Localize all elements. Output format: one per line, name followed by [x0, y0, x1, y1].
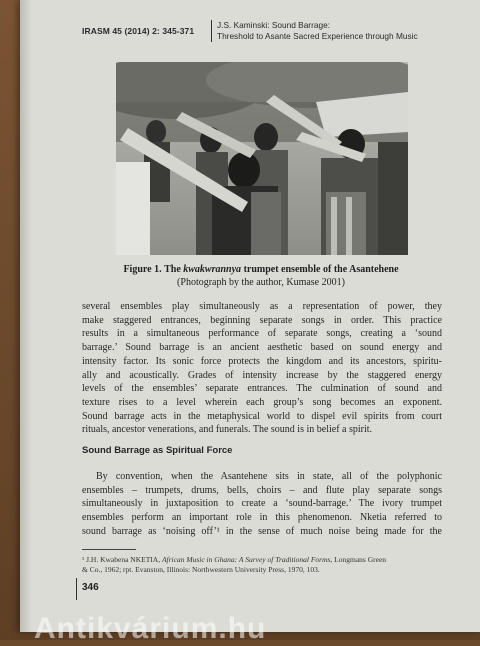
paragraph-2-line: sound barrage as ‘noising off’¹ in the sense of much noise being made for the — [82, 525, 442, 537]
footnote — [82, 555, 442, 575]
footnote-title: African Music in Ghana: A Survey of Traditional Forms — [161, 555, 331, 564]
paragraph-2 — [82, 470, 442, 539]
figure-photograph — [116, 62, 408, 255]
figure-caption — [96, 264, 426, 289]
paragraph-1-line: rituals, ancestor venerations, and funerals. The sound is in belief a spirit. — [82, 424, 373, 436]
running-title-line-1: J.S. Kaminski: Sound Barrage: — [217, 20, 330, 30]
paragraph-2-line: ensembles perform an important role in this phenomenon. Nketia referred to — [82, 512, 442, 524]
footnote-marker: ¹ — [82, 555, 85, 564]
paragraph-2-line: ensembles – trumpets, drums, bells, choirs – and flute play separate songs — [82, 484, 442, 496]
footnote-rest: , Longmans Green — [330, 555, 387, 564]
paragraph-1-line: levels of the ensembles’ separate entrances. The culmination of sound and — [82, 383, 442, 395]
page-number: 346 — [82, 582, 99, 593]
figure-credit: (Photograph by the author, Kumase 2001) — [177, 276, 345, 288]
paragraph-1-line: several ensembles play simultaneously as a representation of power, they — [82, 301, 442, 312]
paragraph-1-line: intensity factor. Its sonic force protects the kingdom and its ancestors, spiritu- — [82, 355, 442, 367]
figure-caption-italic: kwakwrannya — [183, 264, 242, 275]
footnote-line-2: & Co., 1962; rpt. Evanston, Illinois: Northwestern University Press, 1970, 103. — [82, 565, 320, 574]
trumpet-ensemble-photo-image — [116, 62, 408, 255]
paragraph-1-line: results in a simultaneous performance of separate songs, creating a ‘sound — [82, 328, 442, 340]
paragraph-1-line: barrage.’ Sound barrage is an ancient aesthetic based on sound energy and — [82, 342, 442, 354]
figure-caption-title — [96, 264, 426, 277]
footnote-author: J.H. Kwabena NKETIA, — [84, 555, 162, 564]
running-title — [217, 20, 418, 41]
figure-caption-post: trumpet ensemble of the Asantehene — [241, 264, 399, 275]
figure-caption-pre: The — [164, 264, 184, 275]
paragraph-1-line: Sound barrage acts in the metaphysical world to dispel evil spirits from court — [82, 410, 442, 422]
section-heading: Sound Barrage as Spiritual Force — [82, 445, 233, 456]
watermark: Antikvárium.hu — [34, 612, 267, 645]
paragraph-1-line: make staggered entrances, beginning separate songs in order. This practice — [82, 314, 442, 326]
paragraph-2-line: By convention, when the Asantehene sits in state, all of the polyphonic — [96, 471, 442, 482]
header-divider — [211, 20, 212, 42]
paragraph-1-line: ally and acoustically. Grades of intensity increase by the staggered energy — [82, 369, 442, 381]
paragraph-1-line: texture rises to a level wherein each group’s song becomes an exponent. — [82, 396, 442, 408]
footnote-rule — [82, 549, 136, 550]
running-title-line-2: Threshold to Asante Sacred Experience through Music — [217, 30, 418, 41]
figure-label: Figure 1. — [123, 264, 162, 275]
journal-reference: IRASM 45 (2014) 2: 345-371 — [82, 26, 195, 36]
footnote-line-1 — [82, 555, 442, 565]
paragraph-1 — [82, 300, 442, 437]
paragraph-2-line: simultaneously in juxtaposition to create a ‘sound-barrage.’ The ivory trumpet — [82, 498, 442, 510]
page-number-divider — [76, 578, 77, 600]
